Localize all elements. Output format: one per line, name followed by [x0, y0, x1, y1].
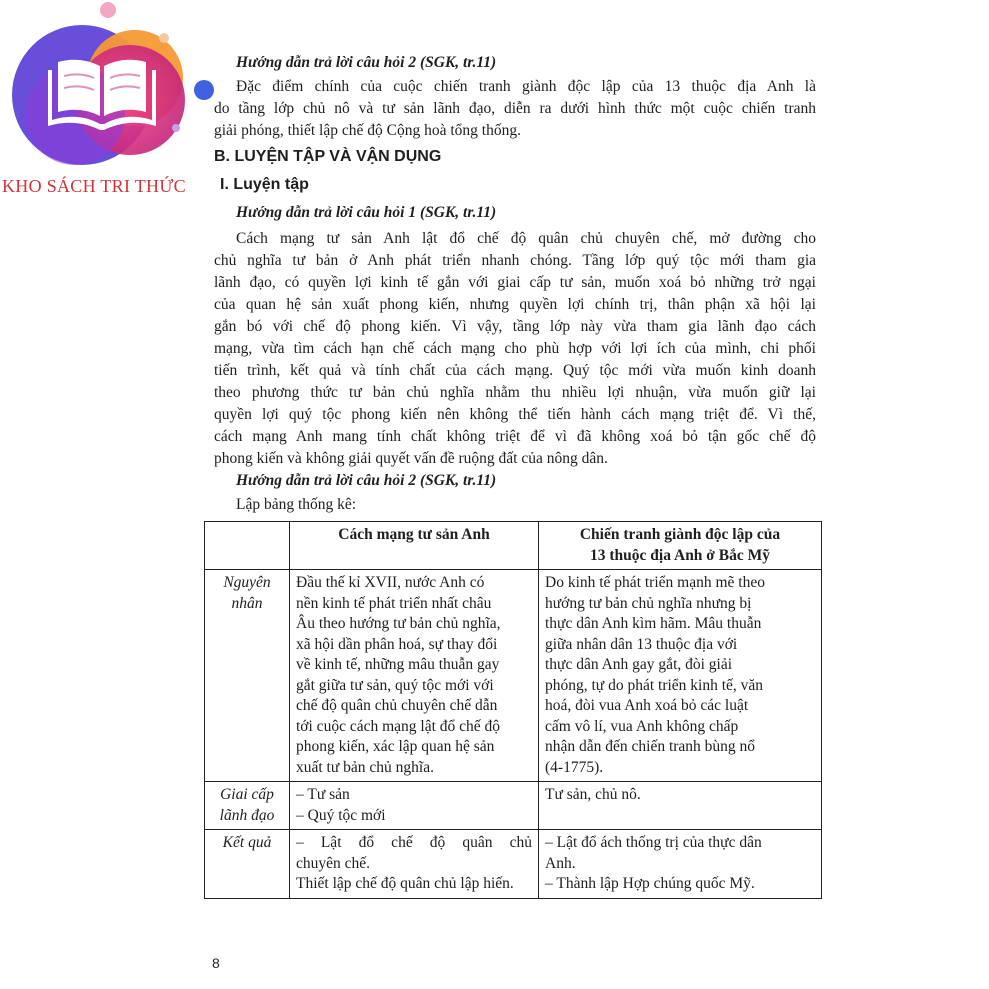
paragraph-line: giải phóng, thiết lập chế độ Cộng hoà tổng thống.	[214, 122, 521, 139]
paragraph-line: cách mạng Anh mang tính chất không triệt để vì đã không xoá bỏ tận gốc chế độ	[214, 428, 816, 445]
paragraph-line: mạng, vừa tìm cách hạn chế cách mạng cho phù hợp với lợi ích của mình, chi phối	[214, 340, 816, 357]
table-row	[205, 570, 822, 782]
paragraph-line: của quan hệ sản xuất phong kiến, nhưng quyền lợi chính trị, thân phận xã hội lại	[214, 296, 816, 313]
paragraph-line: Đặc điểm chính của cuộc chiến tranh giành độc lập của 13 thuộc địa Anh là	[236, 78, 816, 95]
table-cell: Do kinh tế phát triển mạnh mẽ theo hướng tư bản chủ nghĩa nhưng bị thực dân Anh kìm hãm. Mâu thuẫn giữa nhân dân 13 thuộc địa với thực dân Anh gay gắt, đòi giải phóng, tự do phát triển kinh tế, văn hoá, đòi vua Anh xoá bỏ các luật cấm vô lí, vua Anh không chấp nhận dẫn đến chiến tranh bùng nổ (4-1775).	[539, 570, 822, 782]
answer-heading: Hướng dẫn trả lời câu hỏi 1 (SGK, tr.11)	[236, 204, 497, 221]
row-header: Giai cấp lãnh đạo	[205, 782, 290, 830]
kho-sach-logo	[0, 0, 230, 200]
page-number: 8	[212, 955, 220, 971]
comparison-table	[204, 521, 822, 899]
table-intro: Lập bảng thống kê:	[236, 496, 357, 513]
table-row	[205, 782, 822, 830]
column-header: Chiến tranh giành độc lập của 13 thuộc địa Anh ở Bắc Mỹ	[539, 522, 822, 570]
section-heading: B. LUYỆN TẬP VÀ VẬN DỤNG	[214, 148, 442, 165]
paragraph-line: phong kiến và không giải quyết vấn đề ruộng đất của nông dân.	[214, 450, 608, 467]
table-cell: Tư sản, chủ nô.	[539, 782, 822, 830]
paragraph-line: Cách mạng tư sản Anh lật đổ chế độ quân chủ chuyên chế, mở đường cho	[236, 230, 816, 247]
subsection-heading: I. Luyện tập	[220, 176, 309, 193]
table-cell: Đầu thế kỉ XVII, nước Anh có nền kinh tế phát triển nhất châu Âu theo hướng tư bản chủ nghĩa, xã hội dần phân hoá, sự thay đổi về kinh tế, những mâu thuẫn gay gắt giữa tư sản, quý tộc mới với chế độ quân chủ chuyên chế dẫn tới cuộc cách mạng lật đổ chế độ phong kiến, xác lập quan hệ sản xuất tư bản chủ nghĩa.	[290, 570, 539, 782]
table-cell: – Lật đổ ách thống trị của thực dân Anh. – Thành lập Hợp chúng quốc Mỹ.	[539, 830, 822, 899]
table-cell: – Tư sản – Quý tộc mới	[290, 782, 539, 830]
paragraph-line: chủ nghĩa tư bản ở Anh phát triển nhanh chóng. Tầng lớp quý tộc mới tham gia	[214, 252, 816, 269]
table-header-row	[205, 522, 822, 570]
empty-corner-cell	[205, 522, 290, 570]
answer-heading: Hướng dẫn trả lời câu hỏi 2 (SGK, tr.11)	[236, 54, 497, 71]
paragraph-line: lãnh đạo, có quyền lợi kinh tế gắn với giai cấp tư sản, muốn xoá bỏ những trở ngại	[214, 274, 816, 291]
paragraph-line: gắn bó với chế độ phong kiến. Vì vậy, tầng lớp này vừa tham gia lãnh đạo cách	[214, 318, 816, 335]
row-header: Nguyên nhân	[205, 570, 290, 782]
paragraph-line: do tầng lớp chủ nô và tư sản lãnh đạo, diễn ra dưới hình thức một cuộc chiến tranh	[214, 100, 816, 117]
paragraph-line: theo phương thức tư bản chủ nghĩa nhằm thu nhiều lợi nhuận, vừa muốn giữ lại	[214, 384, 816, 401]
paragraph-line: quyền lợi quý tộc phong kiến nên không thể tiến hành cách mạng triệt để. Vì thế,	[214, 406, 816, 423]
column-header: Cách mạng tư sản Anh	[290, 522, 539, 570]
answer-heading: Hướng dẫn trả lời câu hỏi 2 (SGK, tr.11)	[236, 472, 497, 489]
paragraph-line: tiến trình, kết quả và tính chất của cách mạng. Quý tộc mới vừa muốn kinh doanh	[214, 362, 816, 379]
table-cell: – Lật đổ chế độ quân chủ chuyên chế. Thiết lập chế độ quân chủ lập hiến.	[290, 830, 539, 899]
table-row	[205, 830, 822, 899]
watermark-text: KHO SÁCH TRI THỨC	[2, 176, 186, 196]
row-header: Kết quả	[205, 830, 290, 899]
